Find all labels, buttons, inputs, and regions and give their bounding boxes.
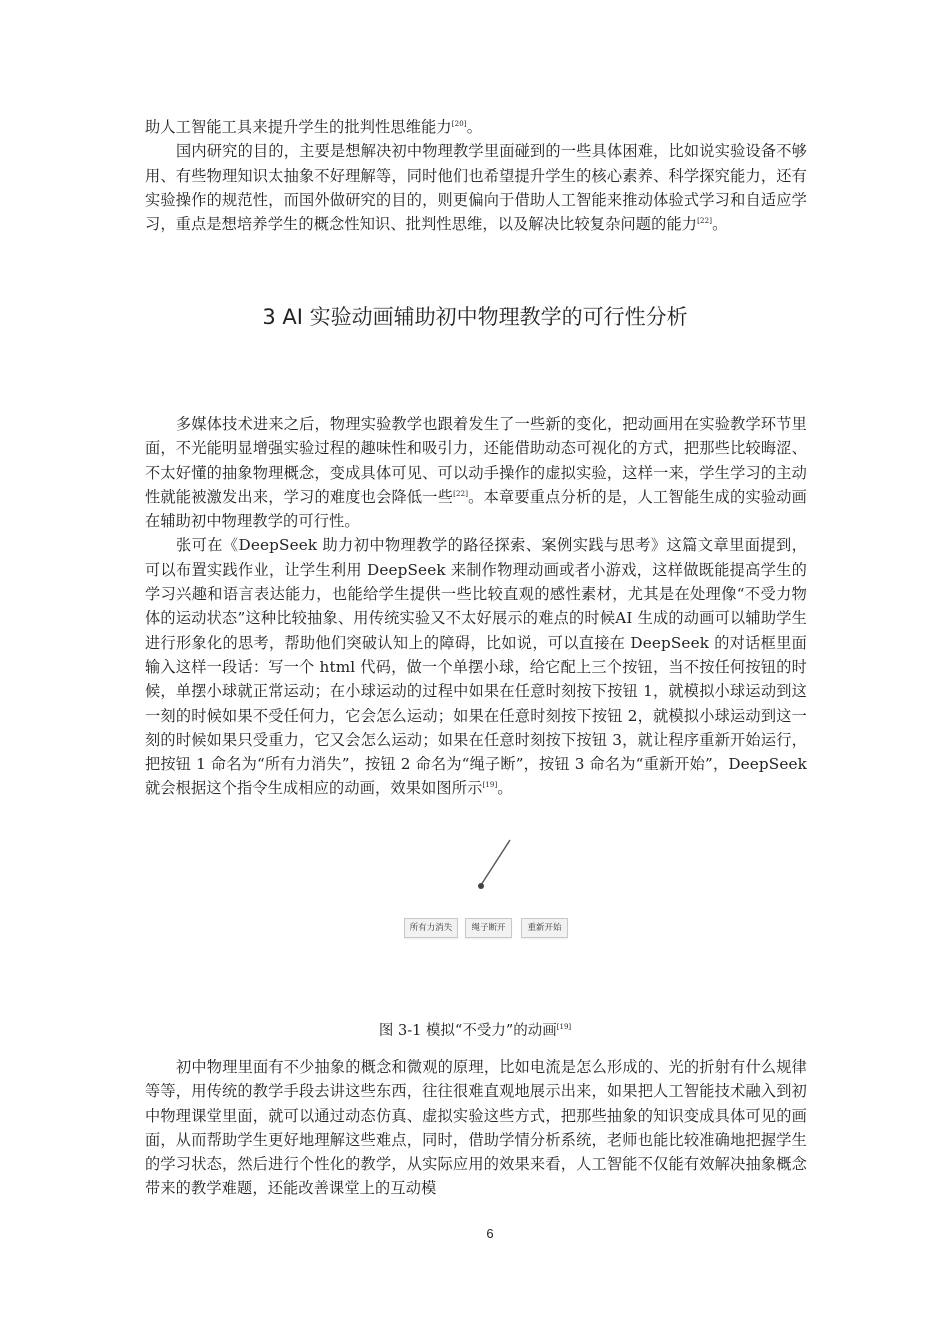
paragraph-abstract-concepts: 初中物理里面有不少抽象的概念和微观的原理，比如电流是怎么形成的、光的折射有什么规律等等，用传统的教学手段去讲这些东西，往往很难直观地展示出来，如果把人工智能技术融入到初中物理课堂里面，就可以通过动态仿真、虚拟实验这些方式，把那些抽象的知识变成具体可见的画面，从而帮助学生更好地理解这些难点，同时，借助学情分析系统，老师也能比较准确地把握学生的学习状态，然后进行个性化的教学，从实际应用的效果来看，人工智能不仅能有效解决抽象概念带来的教学难题，还能改善课堂上的互动模 [145,1058,807,1198]
pendulum-ball [478,883,484,889]
paragraph-research-purpose: 国内研究的目的，主要是想解决初中物理教学里面碰到的一些具体困难，比如说实验设备不够用、有些物理知识太抽象不好理解等，同时他们也希望提升学生的核心素养、科学探究能力，还有实验操作的规范性，而国外做研究的目的，则更偏向于借助人工智能来推动体验式学习和自适应学习，重点是想培养学生的概念性知识、批判性思维，以及解决比较复杂问题的能力[22]。 [145,142,807,234]
citation: [19] [556,1023,572,1031]
paragraph-continuation: 助人工智能工具来提升学生的批判性思维能力[20]。 [145,118,483,136]
citation: [20] [451,120,467,128]
pendulum-string [481,840,510,885]
citation: [19] [482,781,498,790]
paragraph-block-main [145,412,807,801]
paragraph-deepseek-example: 张可在《DeepSeek 助力初中物理教学的路径探索、案例实践与思考》这篇文章里面提到，可以布置实践作业，让学生利用 DeepSeek 来制作物理动画或者小游戏，这样做既能提高学生的学习兴趣和语言表达能力，也能给学生提供一些比较直观的感性素材，尤其是在处理像“不受力物体的运动状态”这种比较抽象、用传统实验又不太好展示的难点的时候AI 生成的动画可以辅助学生进行形象化的思考，帮助他们突破认知上的障碍，比如说，可以直接在 DeepSeek 的对话框里面输入这样一段话：写一个 html 代码，做一个单摆小球，给它配上三个按钮，当不按任何按钮的时候，单摆小球就正常运动；在小球运动的过程中如果在任意时刻按下按钮 1，就模拟小球运动到这一刻的时候如果不受任何力，它会怎么运动；如果在任意时刻按下按钮 2，就模拟小球运动到这一刻的时候如果只受重力，它又会怎么运动；如果在任意时刻按下按钮 3，就让程序重新开始运行，把按钮 1 命名为“所有力消失”，按钮 2 命名为“绳子断”，按钮 3 命名为“重新开始”，DeepSeek 就会根据这个指令生成相应的动画，效果如图所示[19]。 [145,536,807,798]
paragraph-block-top [145,115,807,236]
section-heading: 3 AI 实验动画辅助初中物理教学的可行性分析 [262,305,688,329]
all-forces-vanish-button: 所有力消失 [404,918,458,938]
citation: [22] [453,489,469,498]
rope-break-button: 绳子断开 [465,918,512,938]
citation: [22] [697,217,713,226]
paragraph-multimedia: 多媒体技术进来之后，物理实验教学也跟着发生了一些新的变化，把动画用在实验教学环节里面，不光能明显增强实验过程的趣味性和吸引力，还能借助动态可视化的方式，把那些比较晦涩、不太好懂的抽象物理概念，变成具体可见、可以动手操作的虚拟实验，这样一来，学生学习的主动性就能被激发出来，学习的难度也会降低一些[22]。本章要重点分析的是，人工智能生成的实验动画在辅助初中物理教学的可行性。 [145,415,808,531]
restart-button: 重新开始 [521,918,568,938]
figure-caption: 图 3-1 模拟“不受力”的动画[19] [378,1023,572,1039]
page-number: 6 [486,1226,494,1241]
paragraph-block-bottom [145,1055,807,1201]
